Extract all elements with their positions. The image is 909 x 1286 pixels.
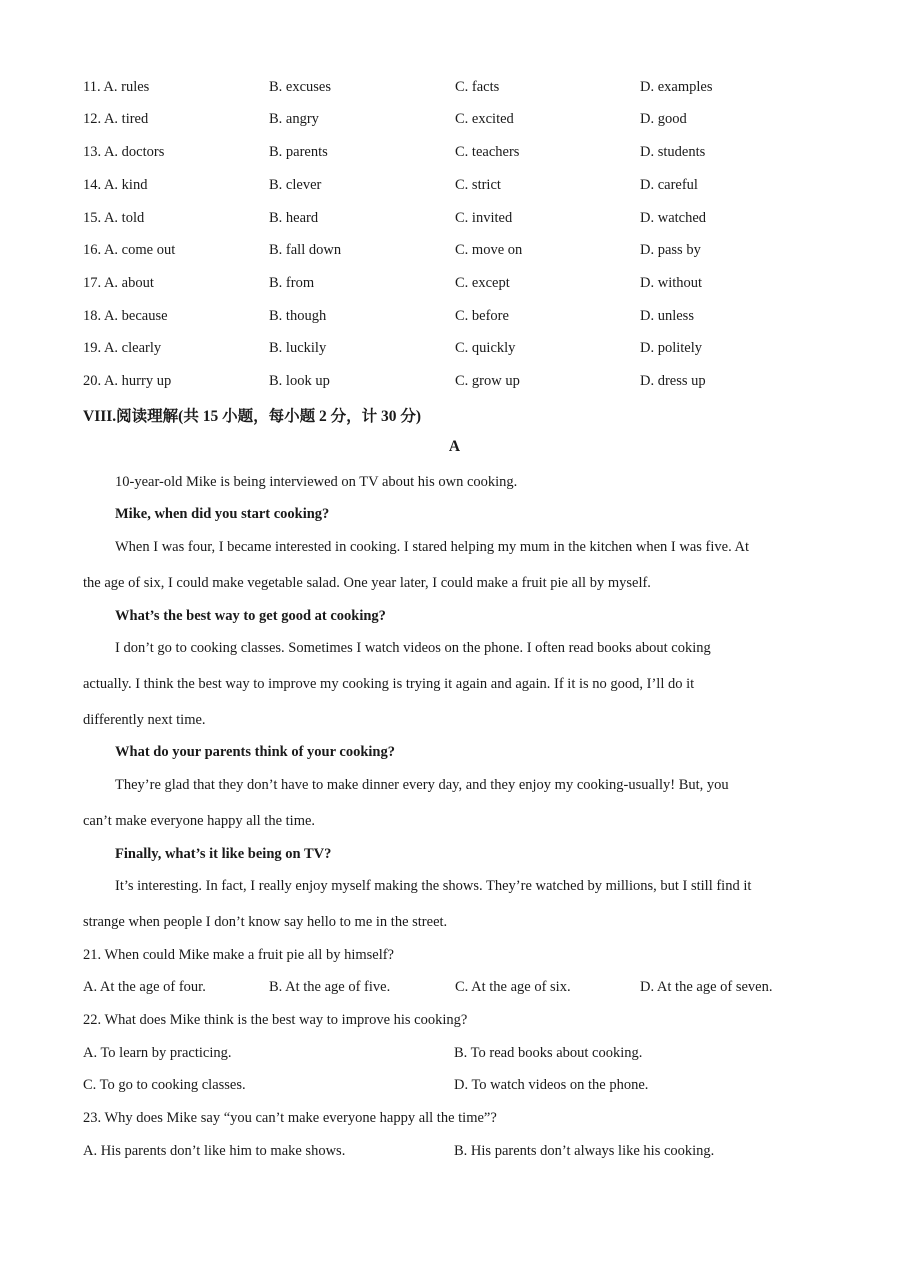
option-a: A. At the age of four.	[83, 979, 206, 995]
section-heading: VIII.阅读理解(共 15 小题，每小题 2 分，计 30 分)	[83, 408, 421, 425]
option-d: D. At the age of seven.	[640, 979, 773, 995]
question-stem: 23. Why does Mike say “you can’t make everyone happy all the time”?	[83, 1110, 497, 1126]
option-a: 11. A. rules	[83, 79, 150, 95]
option-row	[83, 273, 843, 293]
option-d: D. pass by	[640, 242, 701, 258]
interview-question: Finally, what’s it like being on TV?	[115, 846, 332, 862]
option-c: C. before	[455, 308, 509, 324]
option-row	[83, 109, 843, 129]
interview-answer: When I was four, I became interested in cooking. I stared helping my mum in the kitchen when I was five. At	[115, 539, 750, 555]
option-b: B. luckily	[269, 340, 327, 356]
interview-answer: They’re glad that they don’t have to make dinner every day, and they enjoy my cooking-usually! But, you	[115, 777, 729, 793]
option-c: C. To go to cooking classes.	[83, 1077, 246, 1093]
option-a: A. To learn by practicing.	[83, 1045, 232, 1061]
option-d: D. examples	[640, 79, 713, 95]
option-c: C. move on	[455, 242, 523, 258]
option-c: C. strict	[455, 177, 501, 193]
interview-answer: actually. I think the best way to improve my cooking is trying it again and again. If it is no good, I’ll do it	[83, 676, 695, 692]
option-d: D. good	[640, 111, 687, 127]
option-d: D. without	[640, 275, 703, 291]
option-b: B. excuses	[269, 79, 332, 95]
option-row	[83, 306, 843, 326]
question-stem: 22. What does Mike think is the best way to improve his cooking?	[83, 1012, 468, 1028]
option-a: 19. A. clearly	[83, 340, 162, 356]
option-b: B. though	[269, 308, 327, 324]
option-d: D. careful	[640, 177, 698, 193]
option-a: 18. A. because	[83, 308, 168, 324]
passage-label: A	[448, 438, 461, 455]
interview-question: What do your parents think of your cooking?	[115, 744, 395, 760]
option-c: C. except	[455, 275, 510, 291]
option-a: 17. A. about	[83, 275, 154, 291]
option-c: C. excited	[455, 111, 514, 127]
option-c: C. quickly	[455, 340, 516, 356]
option-b: B. from	[269, 275, 315, 291]
option-row	[83, 175, 843, 195]
option-b: B. heard	[269, 210, 319, 226]
option-b: B. clever	[269, 177, 322, 193]
option-a: 20. A. hurry up	[83, 373, 172, 389]
option-row	[83, 1075, 843, 1095]
interview-answer: can’t make everyone happy all the time.	[83, 813, 316, 829]
interview-answer: strange when people I don’t know say hello to me in the street.	[83, 914, 448, 930]
option-row	[83, 371, 843, 391]
option-b: B. To read books about cooking.	[454, 1045, 643, 1061]
option-row	[83, 1043, 843, 1063]
option-b: B. His parents don’t always like his cooking.	[454, 1143, 715, 1159]
option-d: D. unless	[640, 308, 694, 324]
option-d: D. To watch videos on the phone.	[454, 1077, 649, 1093]
interview-answer: the age of six, I could make vegetable salad. One year later, I could make a fruit pie all by myself.	[83, 575, 651, 591]
option-c: C. invited	[455, 210, 513, 226]
option-d: D. students	[640, 144, 706, 160]
option-row	[83, 240, 843, 260]
interview-answer: It’s interesting. In fact, I really enjoy myself making the shows. They’re watched by millions, but I still find it	[115, 878, 752, 894]
interview-answer: I don’t go to cooking classes. Sometimes I watch videos on the phone. I often read books about coking	[115, 640, 711, 656]
option-row	[83, 208, 843, 228]
option-b: B. look up	[269, 373, 330, 389]
option-row	[83, 142, 843, 162]
option-a: 16. A. come out	[83, 242, 176, 258]
option-row	[83, 338, 843, 358]
option-a: 14. A. kind	[83, 177, 148, 193]
option-a: 13. A. doctors	[83, 144, 165, 160]
option-row	[83, 77, 843, 97]
option-row	[83, 977, 843, 997]
option-b: B. fall down	[269, 242, 342, 258]
interview-question: Mike, when did you start cooking?	[115, 506, 330, 522]
option-b: B. angry	[269, 111, 319, 127]
option-d: D. politely	[640, 340, 703, 356]
option-c: C. grow up	[455, 373, 520, 389]
interview-question: What’s the best way to get good at cooking?	[115, 608, 386, 624]
option-c: C. facts	[455, 79, 500, 95]
option-a: 12. A. tired	[83, 111, 149, 127]
option-a: 15. A. told	[83, 210, 145, 226]
question-stem: 21. When could Mike make a fruit pie all by himself?	[83, 947, 394, 963]
option-b: B. parents	[269, 144, 328, 160]
passage-intro: 10-year-old Mike is being interviewed on TV about his own cooking.	[115, 474, 518, 490]
option-row	[83, 1141, 843, 1161]
option-c: C. teachers	[455, 144, 520, 160]
option-c: C. At the age of six.	[455, 979, 571, 995]
option-d: D. dress up	[640, 373, 706, 389]
option-a: A. His parents don’t like him to make shows.	[83, 1143, 346, 1159]
option-b: B. At the age of five.	[269, 979, 391, 995]
interview-answer: differently next time.	[83, 712, 206, 728]
option-d: D. watched	[640, 210, 707, 226]
